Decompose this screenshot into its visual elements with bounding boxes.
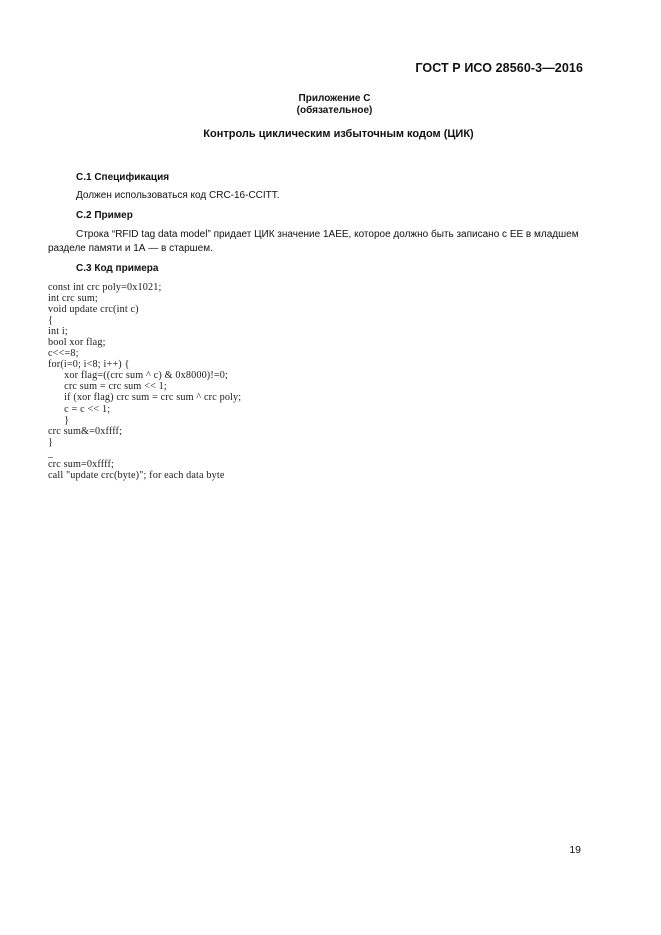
code-line: } (48, 436, 54, 448)
code-line: call "update crc(byte)"; for each data byte (48, 469, 225, 481)
code-line: int crc sum; (48, 293, 98, 305)
section-heading-c3: С.3 Код примера (76, 263, 159, 274)
standard-designation: ГОСТ Р ИСО 28560-3—2016 (415, 61, 583, 75)
section-heading-c1: С.1 Спецификация (76, 172, 170, 183)
page-number: 19 (569, 844, 581, 856)
code-line: crc sum=0xffff; (48, 458, 114, 470)
code-line: } (48, 414, 70, 426)
section-heading-c2: С.2 Пример (76, 210, 133, 221)
code-line: for(i=0; i<8; i++) { (48, 359, 130, 371)
appendix-heading (0, 93, 661, 117)
appendix-title: Контроль циклическим избыточным кодом (ЦИК) (203, 128, 474, 140)
code-line: crc sum&=0xffff; (48, 425, 123, 437)
code-line: const int crc poly=0x1021; (48, 282, 162, 293)
appendix-label: Приложение С (298, 93, 371, 104)
code-line: c<<=8; (48, 348, 79, 360)
section-text-c2: Строка “RFID tag data model” придает ЦИК значение 1AEE, которое должно быть записано с ЕЕ в младшем разделе памяти и 1А — в старшем. (48, 229, 579, 254)
code-line: if (xor flag) crc sum = crc sum ^ crc poly; (48, 392, 242, 404)
code-line: xor flag=((crc sum ^ c) & 0x8000)!=0; (48, 370, 229, 382)
code-listing (48, 282, 241, 481)
code-line: bool xor flag; (48, 337, 106, 349)
code-line: int i; (48, 326, 68, 338)
code-line: void update crc(int c) (48, 304, 139, 316)
code-line: crc sum = crc sum << 1; (48, 381, 167, 393)
section-text-c1: Должен использоваться код CRC-16-CCITT. (76, 190, 280, 201)
code-line: { (48, 315, 54, 327)
code-line: _ (48, 447, 54, 459)
appendix-status: (обязательное) (296, 105, 373, 116)
code-line: c = c << 1; (48, 403, 111, 415)
